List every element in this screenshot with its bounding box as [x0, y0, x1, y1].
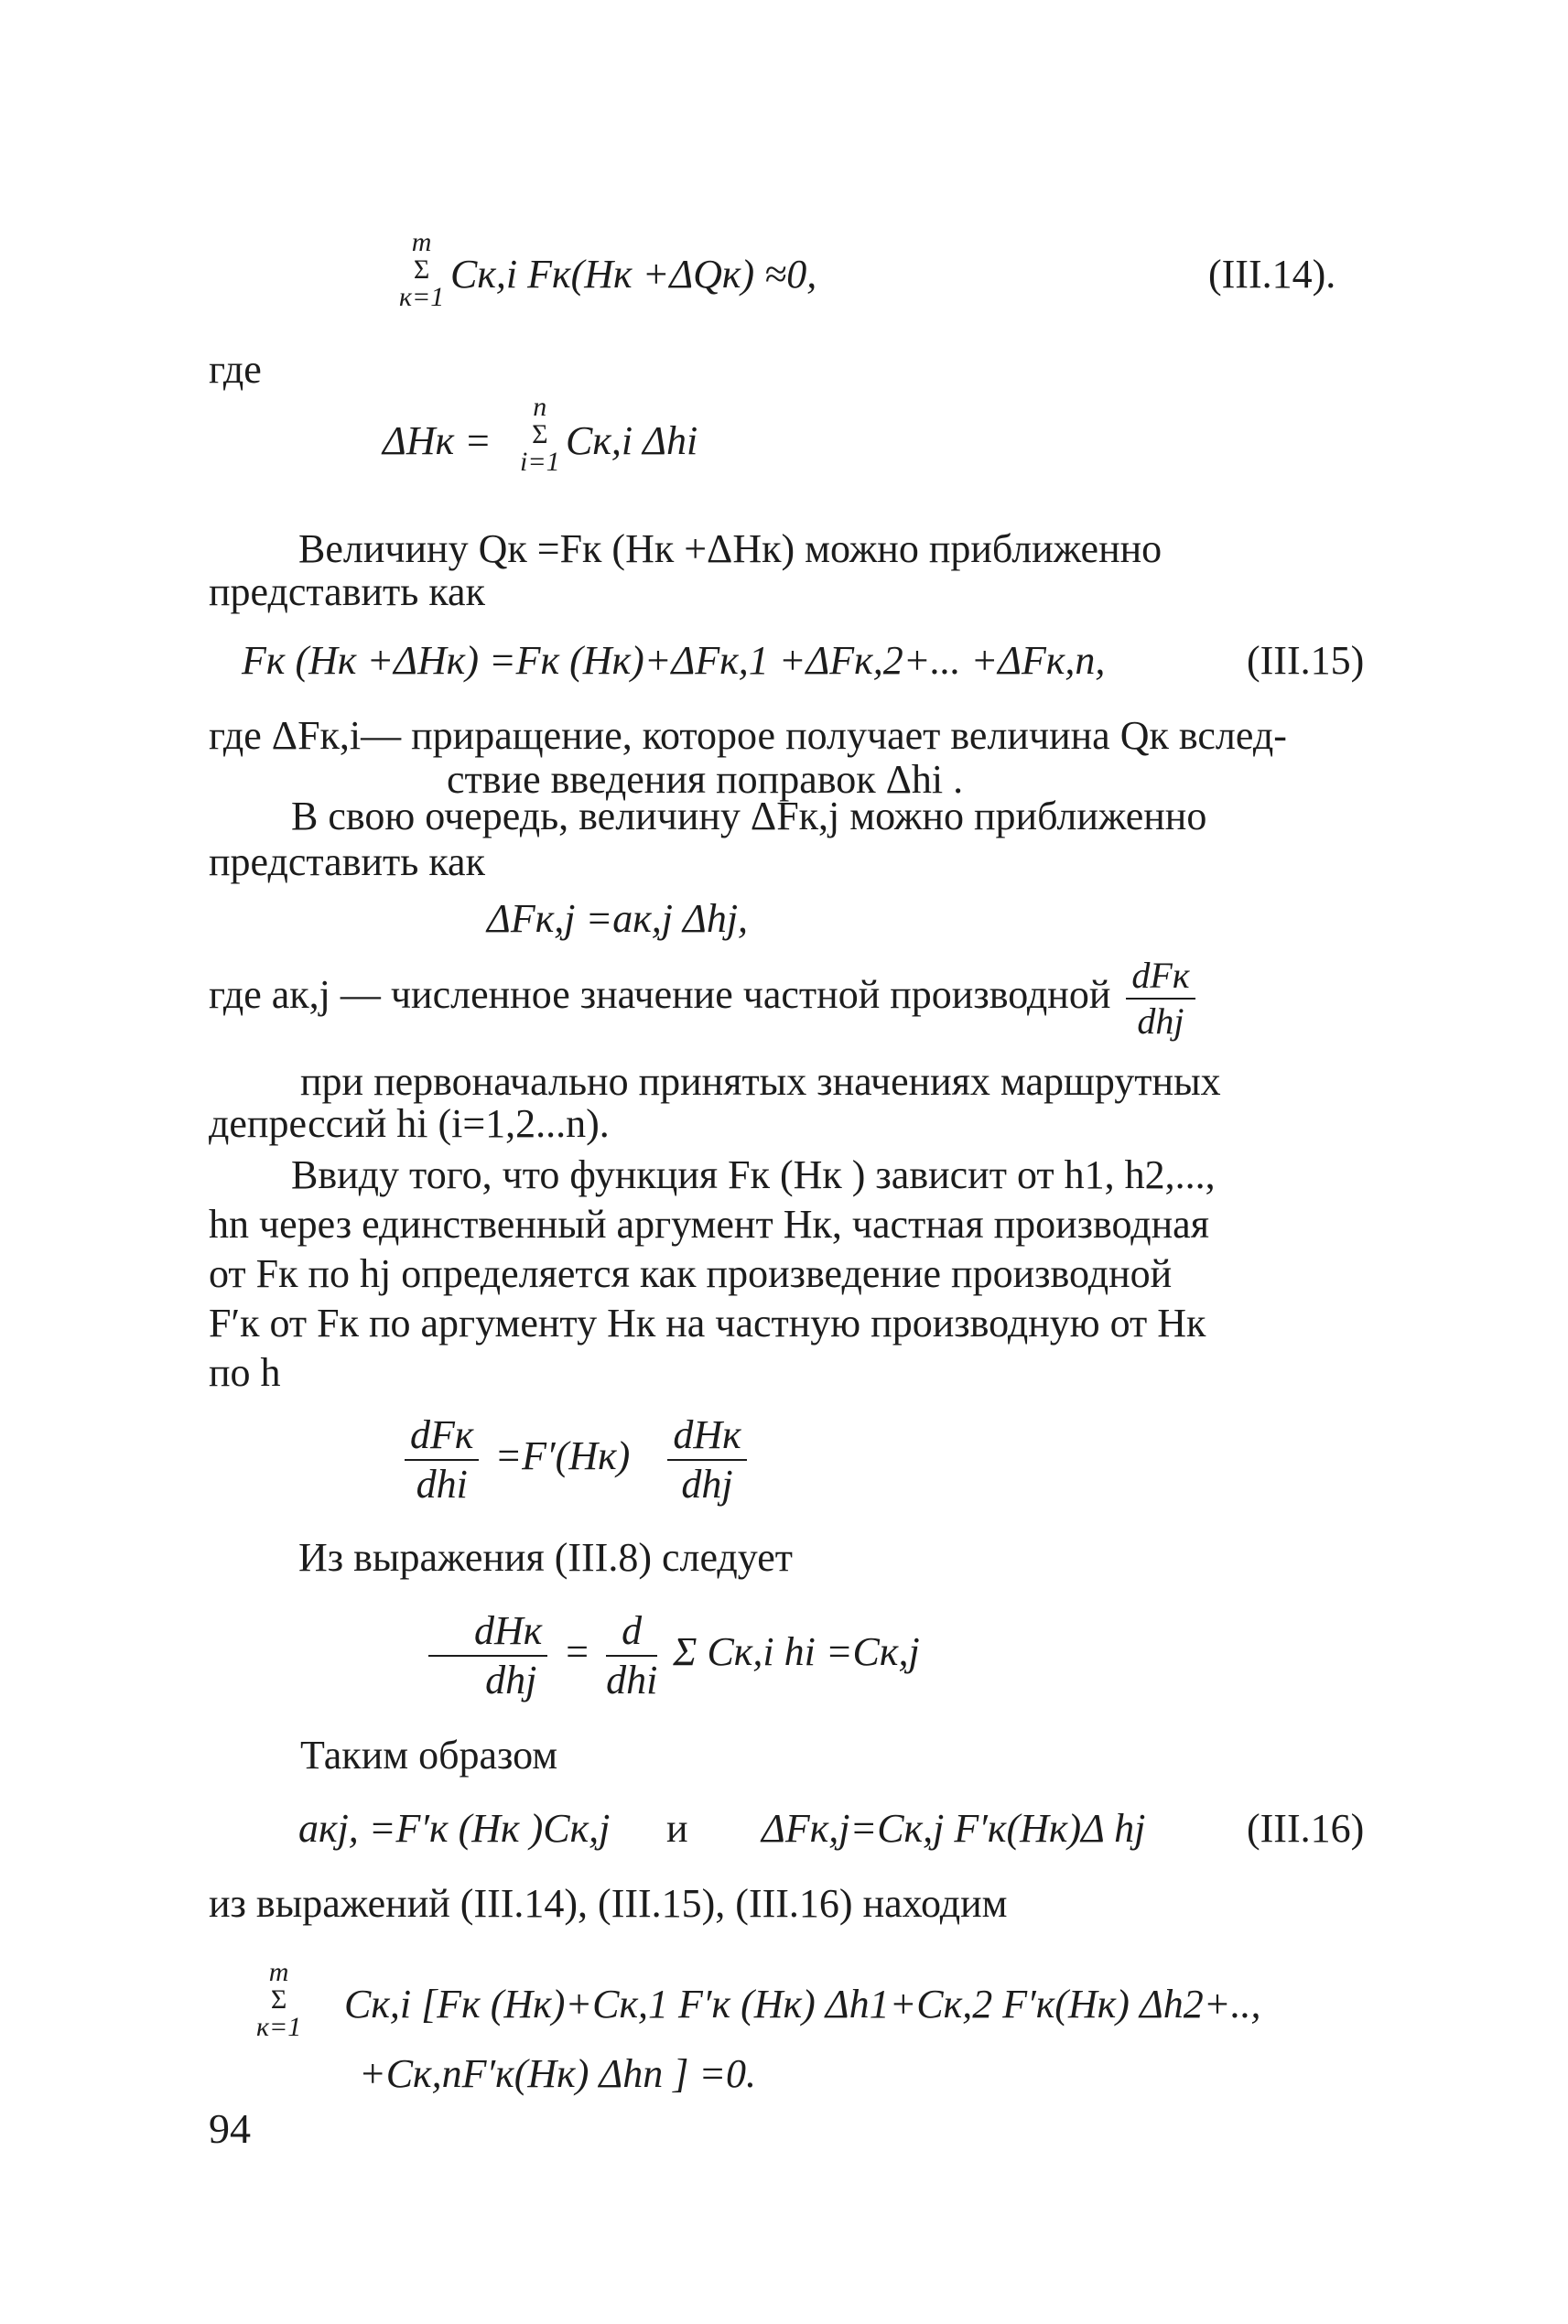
equation-rest: Σ Cк,i hi =Cк,j [673, 1629, 920, 1675]
sum-lower-limit: к=1 [256, 2012, 302, 2042]
where-label: где [209, 347, 262, 392]
paragraph-line: hn через единственный аргумент Hк, частная производная [209, 1202, 1209, 1247]
fraction-numerator: d [606, 1611, 657, 1657]
equation-delta-h-body: Cк,i Δhi [566, 418, 698, 463]
paragraph-line: где ΔFк,i— приращение, которое получает величина Qк вслед- [209, 713, 1287, 758]
sum-operator [520, 394, 560, 476]
sum-upper-limit: m [411, 227, 432, 257]
paragraph-line: по h [209, 1350, 281, 1395]
equation-iii16-left: aкj, =F′к (Hк )Cк,j [298, 1806, 611, 1851]
paragraph-line: представить как [209, 569, 485, 614]
fraction [606, 1608, 658, 1702]
sum-symbol: Σ [413, 254, 430, 285]
sum-symbol: Σ [532, 419, 548, 449]
paragraph-line: ствие введения поправок Δhi . [447, 757, 964, 802]
paragraph-line: из выражений (III.14), (III.15), (III.16) находим [209, 1881, 1008, 1926]
fraction-denominator: dhi [606, 1658, 658, 1702]
sum-operator [399, 229, 444, 311]
fraction-numerator: dHк [667, 1415, 746, 1461]
sum-lower-limit: к=1 [399, 282, 445, 312]
equation-final-line2: +Cк,nF′к(Hк) Δhn ] =0. [359, 2051, 757, 2096]
equation-middle: =F′(Hк) [494, 1433, 631, 1479]
where-text: где aк,j — численное значение частной производной [209, 972, 1111, 1018]
equation-number-iii15: (III.15) [1247, 638, 1365, 683]
equation-number-iii16: (III.16) [1247, 1806, 1365, 1851]
fraction [667, 1412, 746, 1507]
paragraph-line: при первоначально принятых значениях маршрутных [300, 1059, 1221, 1104]
fraction-denominator: dhi [416, 1462, 468, 1507]
paragraph-line: представить как [209, 839, 485, 884]
fraction-denominator: dhj [485, 1658, 537, 1702]
equation-final-line1: Cк,i [Fк (Hк)+Cк,1 F′к (Hк) Δh1+Cк,2 F′к(Hк) Δh2+.., [344, 1982, 1261, 2027]
fraction-numerator: dHк [428, 1611, 547, 1657]
sum-lower-limit: i=1 [520, 447, 560, 477]
fraction-denominator: dhj [1137, 1000, 1184, 1042]
sum-upper-limit: n [533, 392, 547, 422]
equation-iii16-right: ΔFк,j=Cк,j F′к(Hк)Δ hj [762, 1806, 1146, 1851]
paragraph-line: Из выражения (III.8) следует [298, 1535, 793, 1580]
paragraph-line: депрессий hi (i=1,2...n). [209, 1101, 610, 1146]
fraction [405, 1412, 479, 1507]
paragraph-line: от Fк по hj определяется как произведение производной [209, 1251, 1173, 1296]
paragraph-line: F′к от Fк по аргументу Hк на частную производную от Hк [209, 1301, 1206, 1346]
equation-chain-rule [399, 1412, 752, 1507]
paragraph-line: Ввиду того, что функция Fк (Hк ) зависит от h1, h2,..., [291, 1152, 1216, 1197]
conjunction: и [666, 1806, 688, 1851]
sum-operator [256, 1959, 301, 2041]
equation-delta-f: ΔFк,j =aк,j Δhj, [487, 896, 749, 941]
sum-symbol: Σ [270, 1984, 287, 2015]
fraction-denominator: dhj [681, 1462, 733, 1507]
equation-iii15: Fк (Hк +ΔHк) =Fк (Hк)+ΔFк,1 +ΔFк,2+... +ΔFк,n, [242, 638, 1106, 683]
paragraph-line: Таким образом [300, 1733, 558, 1778]
sum-upper-limit: m [268, 1957, 289, 1987]
page-number: 94 [209, 2105, 251, 2152]
fraction [1126, 957, 1195, 1040]
equals-sign: = [563, 1629, 591, 1675]
fraction-numerator: dFк [405, 1415, 479, 1461]
equation-delta-h-lhs: ΔHк = [383, 418, 492, 463]
paragraph-line: Величину Qк =Fк (Hк +ΔHк) можно приближенно [298, 526, 1162, 571]
equation-number-iii14: (III.14). [1208, 252, 1336, 297]
paragraph-line: В свою очередь, величину ΔFк,j можно приближенно [291, 794, 1207, 838]
equation-derivative [423, 1608, 920, 1702]
paragraph-line [209, 957, 1201, 1040]
equation-iii14: Cк,i Fк(Hк +ΔQк) ≈0, [450, 252, 817, 297]
fraction-numerator: dFк [1126, 957, 1195, 1000]
fraction [428, 1608, 547, 1702]
